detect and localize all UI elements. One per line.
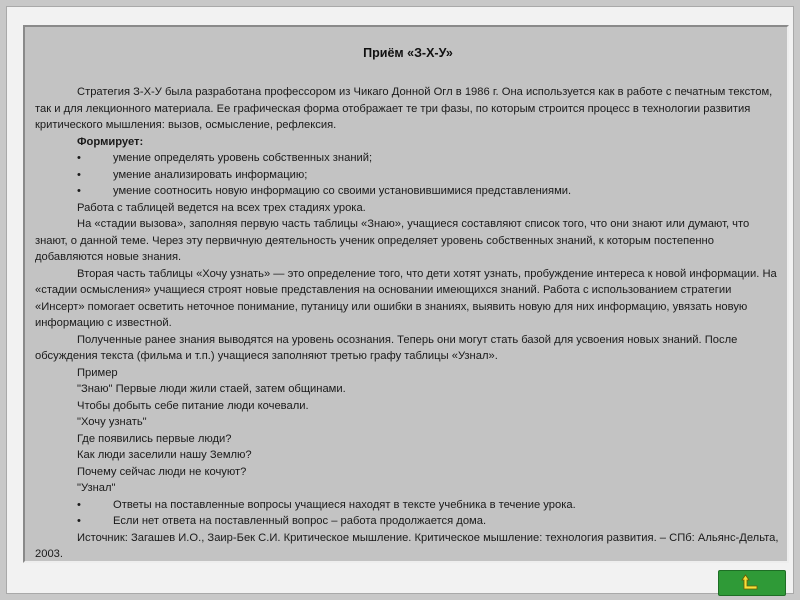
bullet-icon: • — [77, 152, 81, 164]
second-part-paragraph: Вторая часть таблицы «Хочу узнать» — это определение того, что дети хотят узнать, пробуждение интереса к новой информации. На «стадии осмысления» учащиеся строят новые представления на основании имеющихся знаний. Работа с использованием стратегии «Инсерт» помогает осветить неточное понимание, путаницу или ошибки в знаниях, выявить новую для них информацию, увязать новую информацию с известной. — [35, 267, 777, 329]
return-button[interactable] — [718, 570, 786, 596]
want-question: Почему сейчас люди не кочуют? — [77, 465, 247, 478]
slide-background — [6, 6, 794, 594]
list-item-text: умение анализировать информацию; — [113, 168, 308, 181]
intro-paragraph: Стратегия З-Х-У была разработана профессором из Чикаго Донной Огл в 1986 г. Она используется как в работе с печатным текстом, так и для лекционного материала. Ее графическая форма отображает те три фазы, по которым строится процесс в технологии развития критического мышления: вызов, осмысление, рефлексия. — [35, 86, 773, 131]
forms-heading: Формирует: — [77, 135, 144, 148]
know-line-2: Чтобы добыть себе питание люди кочевали. — [77, 399, 309, 412]
list-item — [35, 497, 783, 514]
challenge-paragraph: На «стадии вызова», заполняя первую часть таблицы «Знаю», учащиеся составляют список того, что они знают или думают, что знают, о данной теме. Через эту первичную деятельность ученик определяет уровень собственных знаний, к которым постепенно добавляются новые знания. — [35, 218, 750, 263]
list-item-text: умение соотносить новую информацию со своими установившимися представлениями. — [113, 185, 572, 197]
slide-title: Приём «З-Х-У» — [363, 46, 453, 60]
list-item — [35, 183, 783, 200]
know-line: "Знаю" Первые люди жили стаей, затем общинами. — [77, 383, 346, 395]
source-paragraph: Источник: Загашев И.О., Заир-Бек С.И. Критическое мышление. Критическое мышление: технология развития. – СПб: Альянс-Дельта, 2003. — [35, 531, 779, 560]
third-part-paragraph: Полученные ранее знания выводятся на уровень осознания. Теперь они могут стать базой для усвоения новых знаний. После обсуждения текста (фильма и т.п.) учащиеся заполняют третью графу таблицы «Узнал». — [35, 333, 738, 362]
want-question: Как люди заселили нашу Землю? — [77, 449, 252, 461]
bullet-icon: • — [77, 515, 81, 527]
text-body — [35, 84, 783, 563]
list-item — [35, 150, 783, 167]
list-item — [35, 167, 783, 184]
want-label: "Хочу узнать" — [77, 416, 147, 428]
bullet-icon: • — [77, 168, 81, 181]
list-item-text: умение определять уровень собственных знаний; — [113, 152, 373, 164]
example-heading: Пример — [77, 366, 118, 379]
bullet-icon: • — [77, 498, 81, 511]
learned-label: "Узнал" — [77, 482, 116, 494]
want-question: Где появились первые люди? — [77, 432, 232, 445]
list-item-text: Ответы на поставленные вопросы учащиеся находят в тексте учебника в течение урока. — [113, 498, 576, 511]
stages-paragraph: Работа с таблицей ведется на всех трех стадиях урока. — [77, 201, 366, 214]
list-item — [35, 513, 783, 530]
list-item-text: Если нет ответа на поставленный вопрос – работа продолжается дома. — [113, 515, 487, 527]
content-panel — [23, 25, 789, 563]
return-arrow-icon — [741, 573, 763, 593]
bullet-icon: • — [77, 185, 81, 197]
